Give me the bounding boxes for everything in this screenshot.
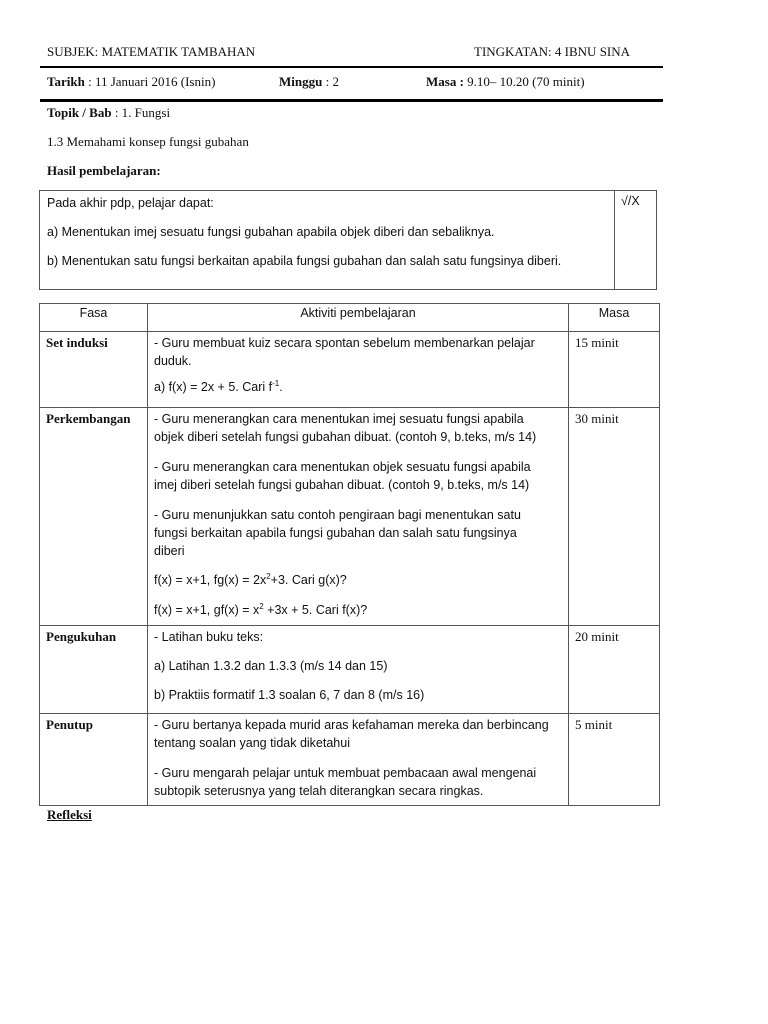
phase-label: Penutup	[46, 717, 93, 732]
table-row	[40, 626, 660, 714]
subject-title: SUBJEK: MATEMATIK TAMBAHAN	[47, 44, 256, 59]
phase-time: 5 minit	[575, 717, 613, 732]
topic-line	[47, 105, 170, 121]
activity-cell	[148, 332, 569, 408]
topic-value: : 1. Fungsi	[114, 105, 171, 120]
outcome-item: a) Menentukan imej sesuatu fungsi gubahan apabila objek diberi dan sebaliknya.	[47, 225, 495, 239]
date-value: : 11 Januari 2016 (Isnin)	[88, 74, 216, 89]
reflection-heading: Refleksi	[47, 807, 92, 822]
activity-line: - Guru bertanya kepada murid aras kefahaman mereka dan berbincang	[154, 718, 549, 732]
phase-time: 15 minit	[575, 335, 619, 350]
activity-line: a) Latihan 1.3.2 dan 1.3.3 (m/s 14 dan 15)	[154, 659, 388, 673]
phase-time: 30 minit	[575, 411, 619, 426]
header-rule-bottom	[40, 99, 663, 102]
header-rule-top	[40, 66, 663, 68]
activity-cell	[148, 626, 569, 714]
topic-label: Topik / Bab	[47, 105, 112, 120]
activity-line: imej diberi setelah fungsi gubahan dibuat. (contoh 9, b.teks, m/s 14)	[154, 478, 530, 492]
phase-label: Pengukuhan	[46, 629, 117, 644]
activity-line: b) Praktiis formatif 1.3 soalan 6, 7 dan 8 (m/s 16)	[154, 688, 425, 702]
activity-line: - Guru membuat kuiz secara spontan sebelum membenarkan pelajar	[154, 336, 535, 350]
date-line	[47, 74, 215, 90]
phase-label: Set induksi	[46, 335, 108, 350]
header-fasa: Fasa	[40, 304, 148, 332]
outcomes-heading: Hasil pembelajaran:	[47, 163, 161, 178]
activity-line: objek diberi setelah fungsi gubahan dibuat. (contoh 9, b.teks, m/s 14)	[154, 430, 537, 444]
quiz-question: a) f(x) = 2x + 5. Cari $f^{-1}$.	[154, 379, 283, 394]
check-header: √/X	[621, 194, 640, 208]
activity-table	[39, 303, 660, 806]
table-row	[40, 408, 660, 626]
outcomes-cell	[40, 191, 615, 290]
outcome-item: b) Menentukan satu fungsi berkaitan apabila fungsi gubahan dan salah satu fungsinya diberi.	[47, 254, 562, 268]
table-row	[40, 332, 660, 408]
activity-line: diberi	[154, 544, 185, 558]
outcomes-intro: Pada akhir pdp, pelajar dapat:	[47, 196, 214, 210]
subtopic: 1.3 Memahami konsep fungsi gubahan	[47, 134, 249, 149]
time-value: 9.10– 10.20 (70 minit)	[467, 74, 585, 89]
activity-cell	[148, 408, 569, 626]
time-line	[426, 74, 585, 90]
activity-line: tentang soalan yang tidak diketahui	[154, 736, 350, 750]
activity-line: subtopik seterusnya yang telah diterangkan secara ringkas.	[154, 784, 484, 798]
table-row	[40, 714, 660, 806]
class-level: TINGKATAN: 4 IBNU SINA	[474, 44, 631, 59]
time-label: Masa :	[426, 74, 464, 89]
activity-line: duduk.	[154, 354, 192, 368]
check-cell	[615, 191, 657, 290]
activity-line: - Latihan buku teks:	[154, 630, 264, 644]
outcomes-table	[39, 190, 657, 290]
header-aktiviti: Aktiviti pembelajaran	[148, 304, 569, 332]
example-equation: f(x) = x+1, $fg(x) = 2x^2+3$. Cari g(x)?	[154, 572, 347, 587]
activity-line: - Guru menerangkan cara menentukan imej sesuatu fungsi apabila	[154, 412, 524, 426]
phase-time: 20 minit	[575, 629, 619, 644]
phase-label: Perkembangan	[46, 411, 131, 426]
activity-cell	[148, 714, 569, 806]
activity-line: - Guru menerangkan cara menentukan objek sesuatu fungsi apabila	[154, 460, 531, 474]
activity-line: - Guru mengarah pelajar untuk membuat pembacaan awal mengenai	[154, 766, 537, 780]
example-equation: f(x) = x+1, $gf(x) = x^2 +3x + 5$. Cari f(x)?	[154, 602, 368, 617]
activity-line: - Guru menunjukkan satu contoh pengiraan bagi menentukan satu	[154, 508, 521, 522]
table-header-row	[40, 304, 660, 332]
header-masa: Masa	[569, 304, 660, 332]
week-label: Minggu	[279, 74, 323, 89]
activity-line: fungsi berkaitan apabila fungsi gubahan dan salah satu fungsinya	[154, 526, 517, 540]
date-label: Tarikh	[47, 74, 85, 89]
week-value: : 2	[325, 74, 339, 89]
week-line	[279, 74, 339, 90]
